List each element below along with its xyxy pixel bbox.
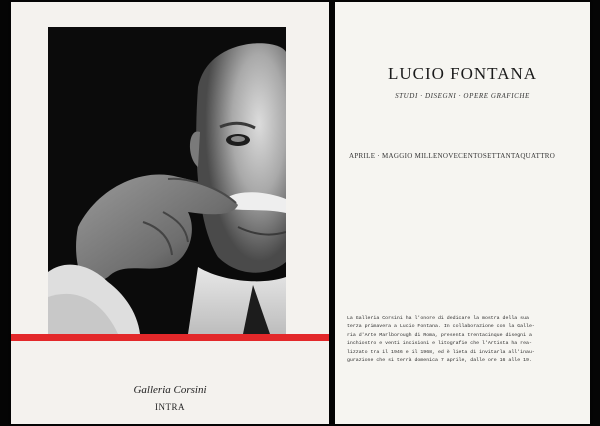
- catalog-inner-page: [335, 2, 590, 424]
- invitation-line: terza primavera a Lucio Fontana. In collaborazione con la Galle-: [347, 324, 535, 330]
- exhibition-dates: APRILE · MAGGIO MILLENOVECENTOSETTANTAQUATTRO: [349, 152, 556, 160]
- portrait-photo-graphic: [48, 27, 286, 334]
- catalog-cover: [11, 2, 329, 424]
- gallery-city: INTRA: [155, 402, 185, 412]
- artist-title: LUCIO FONTANA: [387, 64, 538, 83]
- invitation-line: ria d'Arte Marlborough di Roma, presenta trentacinque disegni a: [347, 332, 532, 338]
- invitation-line: La Galleria Corsini ha l'onore di dedicare la mostra della sua: [347, 316, 529, 321]
- exhibition-subtitle: STUDI · DISEGNI · OPERE GRAFICHE: [395, 92, 530, 100]
- invitation-line: inchiostro e venti incisioni e litografie che l'Artista ha rea-: [347, 341, 532, 347]
- red-stripe: [11, 334, 329, 341]
- portrait-photo: [48, 27, 286, 334]
- gallery-name: Galleria Corsini: [133, 384, 207, 396]
- invitation-line: gurazione che si terrà domenica 7 aprile, dalle ore 16 alle 19.: [347, 358, 532, 364]
- invitation-line: lizzato tra il 1946 e il 1968, ed è lieta di invitarla all'inau-: [347, 349, 535, 355]
- invitation-text: [347, 315, 583, 365]
